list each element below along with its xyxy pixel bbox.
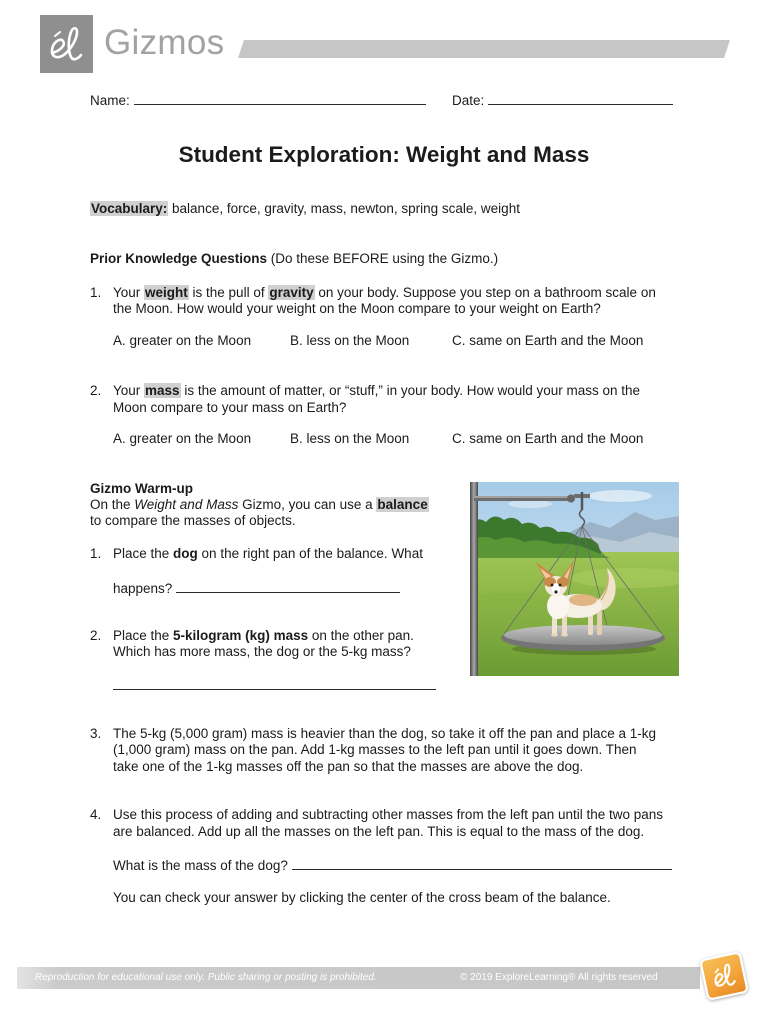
balance-pole xyxy=(470,482,478,676)
step1-line-1 xyxy=(113,546,423,562)
step1-text-run: on the right pan of the balance. What xyxy=(197,546,423,561)
step3-number: 3. xyxy=(90,726,102,741)
footer-notice: Reproduction for educational use only. Public sharing or posting is prohibited. xyxy=(35,972,377,983)
term-balance: balance xyxy=(377,497,428,512)
balance-scene-svg xyxy=(470,482,679,676)
step4-number: 4. xyxy=(90,807,102,822)
explorelearning-logo-icon xyxy=(40,15,93,73)
q2-option-c: C. same on Earth and the Moon xyxy=(452,431,644,446)
vocabulary-label: Vocabulary: xyxy=(91,201,168,216)
warmup-text-run: On the xyxy=(90,497,135,512)
q1-option-b: B. less on the Moon xyxy=(290,333,410,348)
term-mass: mass xyxy=(145,383,180,398)
step2-answer-blank[interactable] xyxy=(113,676,436,690)
q1-option-a: A. greater on the Moon xyxy=(113,333,252,348)
term-5kg-mass: 5-kilogram (kg) mass xyxy=(173,628,309,643)
warmup-heading: Gizmo Warm-up xyxy=(90,481,193,496)
gizmos-wordmark: Gizmos xyxy=(104,23,225,62)
header-bar xyxy=(238,40,730,58)
explorelearning-badge-icon xyxy=(699,951,749,1001)
vocabulary-terms: balance, force, gravity, mass, newton, spring scale, weight xyxy=(168,201,520,216)
warmup-text-run: Gizmo, you can use a xyxy=(238,497,377,512)
step3-line-1: The 5-kg (5,000 gram) mass is heavier than the dog, so take it off the pan and place a 1-kg xyxy=(113,726,657,741)
vocabulary-line xyxy=(90,201,520,217)
page-title: Student Exploration: Weight and Mass xyxy=(178,142,590,167)
q2-line-1 xyxy=(113,383,640,399)
warmup-intro-line-2: to compare the masses of objects. xyxy=(90,513,296,528)
prior-knowledge-heading xyxy=(90,251,498,267)
date-row xyxy=(452,92,673,109)
q1-number: 1. xyxy=(90,285,102,300)
step2-line-2: Which has more mass, the dog or the 5-kg mass? xyxy=(113,644,411,659)
el-badge-mark xyxy=(701,953,746,998)
term-dog: dog xyxy=(173,546,198,561)
q1-line-2: the Moon. How would your weight on the Moon compare to your weight on Earth? xyxy=(113,301,601,316)
step1-number: 1. xyxy=(90,546,102,561)
step3-line-2: (1,000 gram) mass on the pan. Add 1-kg masses to the left pan until it goes down. Then xyxy=(113,742,637,757)
q1-option-c: C. same on Earth and the Moon xyxy=(452,333,644,348)
gizmo-name: Weight and Mass xyxy=(134,497,239,512)
name-row xyxy=(90,92,426,109)
step1-answer-blank[interactable] xyxy=(176,580,400,593)
warmup-intro-line-1 xyxy=(90,497,429,513)
q1-line-1 xyxy=(113,285,656,301)
step2-text-run: Place the xyxy=(113,628,174,643)
step1-answer-row xyxy=(113,580,400,597)
q2-option-b: B. less on the Moon xyxy=(290,431,410,446)
step4-line-1: Use this process of adding and subtracting other masses from the left pan until the two pans xyxy=(113,807,664,822)
footer-copyright: © 2019 ExploreLearning® All rights reserved xyxy=(460,972,658,983)
q2-text-run: is the amount of matter, or “stuff,” in your body. How would your mass on the xyxy=(180,383,641,398)
prior-heading-note: (Do these BEFORE using the Gizmo.) xyxy=(267,251,499,266)
name-label: Name: xyxy=(90,93,130,108)
step1-text-run: Place the xyxy=(113,546,174,561)
prior-heading-text: Prior Knowledge Questions xyxy=(90,251,268,266)
date-blank[interactable] xyxy=(488,92,673,105)
balance-pan xyxy=(501,625,665,655)
step2-text-run: on the other pan. xyxy=(308,628,414,643)
step2-line-1 xyxy=(113,628,414,644)
q2-option-a: A. greater on the Moon xyxy=(113,431,252,446)
q1-text-run: is the pull of xyxy=(188,285,269,300)
dog-mass-question: What is the mass of the dog? xyxy=(113,858,288,873)
dog-mass-answer-blank[interactable] xyxy=(292,857,672,870)
date-label: Date: xyxy=(452,93,485,108)
q1-text-run: on your body. Suppose you step on a bathroom scale on xyxy=(314,285,656,300)
el-logo-mark xyxy=(40,15,93,73)
term-weight: weight xyxy=(145,285,188,300)
q2-text-run: Your xyxy=(113,383,145,398)
step4-tip: You can check your answer by clicking the center of the cross beam of the balance. xyxy=(113,890,611,905)
step2-number: 2. xyxy=(90,628,102,643)
step3-line-3: take one of the 1-kg masses off the pan so that the masses are above the dog. xyxy=(113,759,584,774)
q1-text-run: Your xyxy=(113,285,145,300)
step4-question-row xyxy=(113,857,672,874)
footer-bar xyxy=(17,967,700,989)
step1-prompt: happens? xyxy=(113,581,173,596)
q2-number: 2. xyxy=(90,383,102,398)
q2-line-2: Moon compare to your mass on Earth? xyxy=(113,400,347,415)
term-gravity: gravity xyxy=(269,285,314,300)
step4-line-2: are balanced. Add up all the masses on the left pan. This is equal to the mass of the dog. xyxy=(113,824,645,839)
dog-on-balance-image xyxy=(470,482,679,676)
name-blank[interactable] xyxy=(134,92,426,105)
